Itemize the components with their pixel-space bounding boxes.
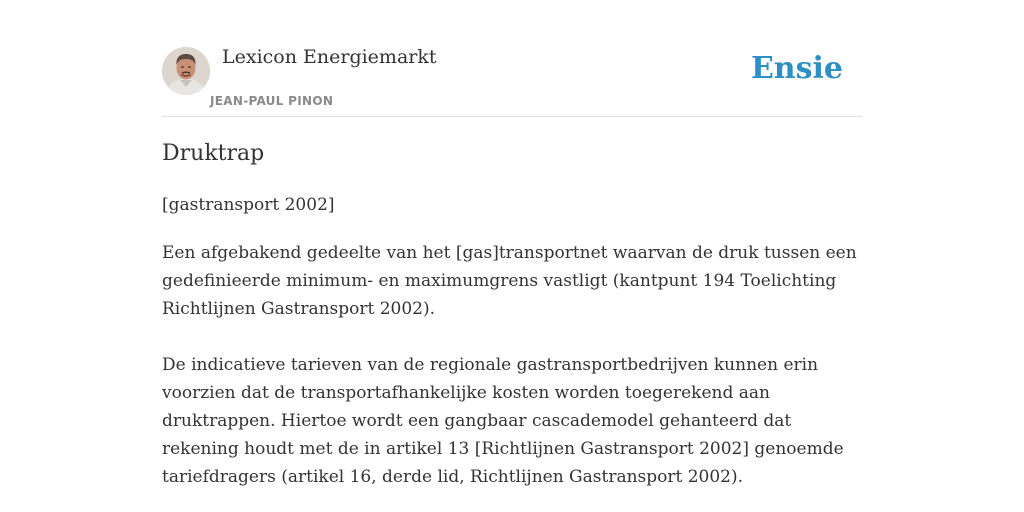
entry-paragraph: Een afgebakend gedeelte van het [gas]transportnet waarvan de druk tussen een gedefinieerde minimum- en maximumgrens vastligt (kantpunt 194 Toelichting Richtlijnen Gastransport 2002).: [162, 243, 857, 319]
entry-body: [162, 239, 862, 512]
brand-logo[interactable]: Ensie: [750, 51, 843, 86]
author-avatar[interactable]: [162, 47, 210, 95]
author-portrait-icon: [162, 47, 210, 95]
lexicon-title[interactable]: Lexicon Energiemarkt: [222, 46, 437, 68]
entry-category: [gastransport 2002]: [162, 195, 335, 215]
author-name[interactable]: JEAN-PAUL PINON: [210, 94, 334, 108]
header: [162, 0, 862, 117]
entry-title: Druktrap: [162, 141, 265, 166]
entry-paragraph: De indicatieve tarieven van de regionale gastransportbedrijven kunnen erin voorzien dat de transportafhankelijke kosten worden toegerekend aan druktrappen. Hiertoe wordt een gangbaar cascademodel gehanteerd dat rekening houdt met de in artikel 13 [Richtlijnen Gastransport 2002] genoemde tariefdragers (artikel 16, derde lid, Richtlijnen Gastransport 2002).: [162, 355, 844, 487]
lexicon-card: [162, 0, 862, 512]
